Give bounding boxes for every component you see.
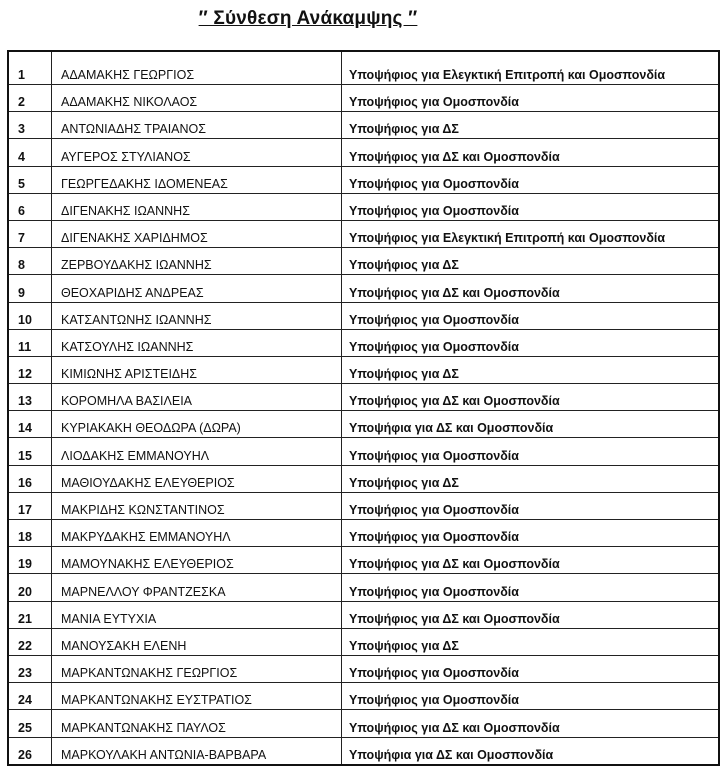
candidate-role: Υποψήφια για ΔΣ και Ομοσπονδία xyxy=(342,411,720,438)
table-row xyxy=(8,492,719,519)
candidate-role: Υποψήφιος για Ομοσπονδία xyxy=(342,683,720,710)
table-row xyxy=(8,438,719,465)
row-number: 24 xyxy=(8,683,52,710)
table-row xyxy=(8,248,719,275)
row-number: 13 xyxy=(8,384,52,411)
candidate-role: Υποψήφιος για ΔΣ xyxy=(342,628,720,655)
candidate-role: Υποψήφιος για ΔΣ και Ομοσπονδία xyxy=(342,275,720,302)
candidate-role: Υποψήφιος για ΔΣ xyxy=(342,356,720,383)
row-number: 9 xyxy=(8,275,52,302)
candidate-role: Υποψήφιος για Ομοσπονδία xyxy=(342,438,720,465)
candidate-role: Υποψήφια για ΔΣ και Ομοσπονδία xyxy=(342,737,720,765)
page-title: ″ Σύνθεση Ανάκαμψης ″ xyxy=(198,8,418,29)
row-number: 23 xyxy=(8,655,52,682)
table-row xyxy=(8,683,719,710)
row-number: 15 xyxy=(8,438,52,465)
row-number: 11 xyxy=(8,329,52,356)
candidate-role: Υποψήφιος για ΔΣ και Ομοσπονδία xyxy=(342,384,720,411)
row-number: 8 xyxy=(8,248,52,275)
candidate-role: Υποψήφιος για Ομοσπονδία xyxy=(342,655,720,682)
candidate-role: Υποψήφιος για ΔΣ xyxy=(342,248,720,275)
candidate-name: ΓΕΩΡΓΕΔΑΚΗΣ ΙΔΟΜΕΝΕΑΣ xyxy=(52,166,342,193)
row-number: 5 xyxy=(8,166,52,193)
candidate-role: Υποψήφιος για Ελεγκτική Επιτροπή και Ομοσπονδία xyxy=(342,51,720,85)
table-row xyxy=(8,275,719,302)
candidate-name: ΔΙΓΕΝΑΚΗΣ ΧΑΡΙΔΗΜΟΣ xyxy=(52,220,342,247)
row-number: 18 xyxy=(8,520,52,547)
table-row xyxy=(8,465,719,492)
row-number: 1 xyxy=(8,51,52,85)
candidate-name: ΚΑΤΣΑΝΤΩΝΗΣ ΙΩΑΝΝΗΣ xyxy=(52,302,342,329)
candidate-name: ΑΔΑΜΑΚΗΣ ΓΕΩΡΓΙΟΣ xyxy=(52,51,342,85)
row-number: 19 xyxy=(8,547,52,574)
candidate-role: Υποψήφιος για Ελεγκτική Επιτροπή και Ομοσπονδία xyxy=(342,220,720,247)
candidate-role: Υποψήφιος για Ομοσπονδία xyxy=(342,574,720,601)
candidate-name: ΚΥΡΙΑΚΑΚΗ ΘΕΟΔΩΡΑ (ΔΩΡΑ) xyxy=(52,411,342,438)
row-number: 6 xyxy=(8,193,52,220)
candidate-role: Υποψήφιος για ΔΣ και Ομοσπονδία xyxy=(342,601,720,628)
row-number: 16 xyxy=(8,465,52,492)
row-number: 22 xyxy=(8,628,52,655)
row-number: 25 xyxy=(8,710,52,737)
candidate-role: Υποψήφιος για Ομοσπονδία xyxy=(342,85,720,112)
candidate-name: ΜΑΝΙΑ ΕΥΤΥΧΙΑ xyxy=(52,601,342,628)
candidate-name: ΜΑΜΟΥΝΑΚΗΣ ΕΛΕΥΘΕΡΙΟΣ xyxy=(52,547,342,574)
candidate-name: ΑΔΑΜΑΚΗΣ ΝΙΚΟΛΑΟΣ xyxy=(52,85,342,112)
candidate-role: Υποψήφιος για ΔΣ xyxy=(342,465,720,492)
candidate-role: Υποψήφιος για Ομοσπονδία xyxy=(342,329,720,356)
table-row xyxy=(8,384,719,411)
table-row xyxy=(8,356,719,383)
table-row xyxy=(8,710,719,737)
candidate-name: ΜΑΝΟΥΣΑΚΗ ΕΛΕΝΗ xyxy=(52,628,342,655)
candidate-role: Υποψήφιος για Ομοσπονδία xyxy=(342,166,720,193)
candidate-role: Υποψήφιος για Ομοσπονδία xyxy=(342,302,720,329)
table-row xyxy=(8,193,719,220)
table-row xyxy=(8,302,719,329)
table-row xyxy=(8,112,719,139)
candidate-role: Υποψήφιος για ΔΣ και Ομοσπονδία xyxy=(342,139,720,166)
candidate-name: ΜΑΘΙΟΥΔΑΚΗΣ ΕΛΕΥΘΕΡΙΟΣ xyxy=(52,465,342,492)
candidate-name: ΚΙΜΙΩΝΗΣ ΑΡΙΣΤΕΙΔΗΣ xyxy=(52,356,342,383)
candidate-name: ΜΑΡΚΑΝΤΩΝΑΚΗΣ ΠΑΥΛΟΣ xyxy=(52,710,342,737)
table-row xyxy=(8,166,719,193)
table-row xyxy=(8,601,719,628)
candidate-name: ΜΑΡΝΕΛΛΟΥ ΦΡΑΝΤΖΕΣΚΑ xyxy=(52,574,342,601)
candidate-role: Υποψήφιος για ΔΣ xyxy=(342,112,720,139)
row-number: 21 xyxy=(8,601,52,628)
candidate-name: ΜΑΡΚΟΥΛΑΚΗ ΑΝΤΩΝΙΑ-ΒΑΡΒΑΡΑ xyxy=(52,737,342,765)
row-number: 20 xyxy=(8,574,52,601)
table-row xyxy=(8,628,719,655)
table-row xyxy=(8,411,719,438)
table-row xyxy=(8,574,719,601)
candidate-name: ΜΑΡΚΑΝΤΩΝΑΚΗΣ ΓΕΩΡΓΙΟΣ xyxy=(52,655,342,682)
table-row xyxy=(8,737,719,765)
candidate-role: Υποψήφιος για Ομοσπονδία xyxy=(342,520,720,547)
candidate-name: ΛΙΟΔΑΚΗΣ ΕΜΜΑΝΟΥΗΛ xyxy=(52,438,342,465)
candidate-role: Υποψήφιος για Ομοσπονδία xyxy=(342,193,720,220)
candidate-name: ΜΑΡΚΑΝΤΩΝΑΚΗΣ ΕΥΣΤΡΑΤΙΟΣ xyxy=(52,683,342,710)
row-number: 17 xyxy=(8,492,52,519)
table-row xyxy=(8,51,719,85)
candidate-name: ΖΕΡΒΟΥΔΑΚΗΣ ΙΩΑΝΝΗΣ xyxy=(52,248,342,275)
candidate-name: ΑΥΓΕΡΟΣ ΣΤΥΛΙΑΝΟΣ xyxy=(52,139,342,166)
row-number: 7 xyxy=(8,220,52,247)
table-row xyxy=(8,139,719,166)
candidate-name: ΜΑΚΡΙΔΗΣ ΚΩΝΣΤΑΝΤΙΝΟΣ xyxy=(52,492,342,519)
candidate-name: ΜΑΚΡΥΔΑΚΗΣ ΕΜΜΑΝΟΥΗΛ xyxy=(52,520,342,547)
candidate-name: ΚΑΤΣΟΥΛΗΣ ΙΩΑΝΝΗΣ xyxy=(52,329,342,356)
candidate-name: ΘΕΟΧΑΡΙΔΗΣ ΑΝΔΡΕΑΣ xyxy=(52,275,342,302)
candidate-role: Υποψήφιος για ΔΣ και Ομοσπονδία xyxy=(342,710,720,737)
table-row xyxy=(8,655,719,682)
table-row xyxy=(8,547,719,574)
row-number: 2 xyxy=(8,85,52,112)
row-number: 10 xyxy=(8,302,52,329)
row-number: 3 xyxy=(8,112,52,139)
candidate-name: ΔΙΓΕΝΑΚΗΣ ΙΩΑΝΝΗΣ xyxy=(52,193,342,220)
candidate-role: Υποψήφιος για Ομοσπονδία xyxy=(342,492,720,519)
table-row xyxy=(8,329,719,356)
candidate-name: ΑΝΤΩΝΙΑΔΗΣ ΤΡΑΙΑΝΟΣ xyxy=(52,112,342,139)
row-number: 4 xyxy=(8,139,52,166)
row-number: 12 xyxy=(8,356,52,383)
row-number: 26 xyxy=(8,737,52,765)
table-row xyxy=(8,85,719,112)
candidate-name: ΚΟΡΟΜΗΛΑ ΒΑΣΙΛΕΙΑ xyxy=(52,384,342,411)
row-number: 14 xyxy=(8,411,52,438)
candidates-table xyxy=(7,50,720,766)
candidate-role: Υποψήφιος για ΔΣ και Ομοσπονδία xyxy=(342,547,720,574)
table-row xyxy=(8,220,719,247)
table-row xyxy=(8,520,719,547)
